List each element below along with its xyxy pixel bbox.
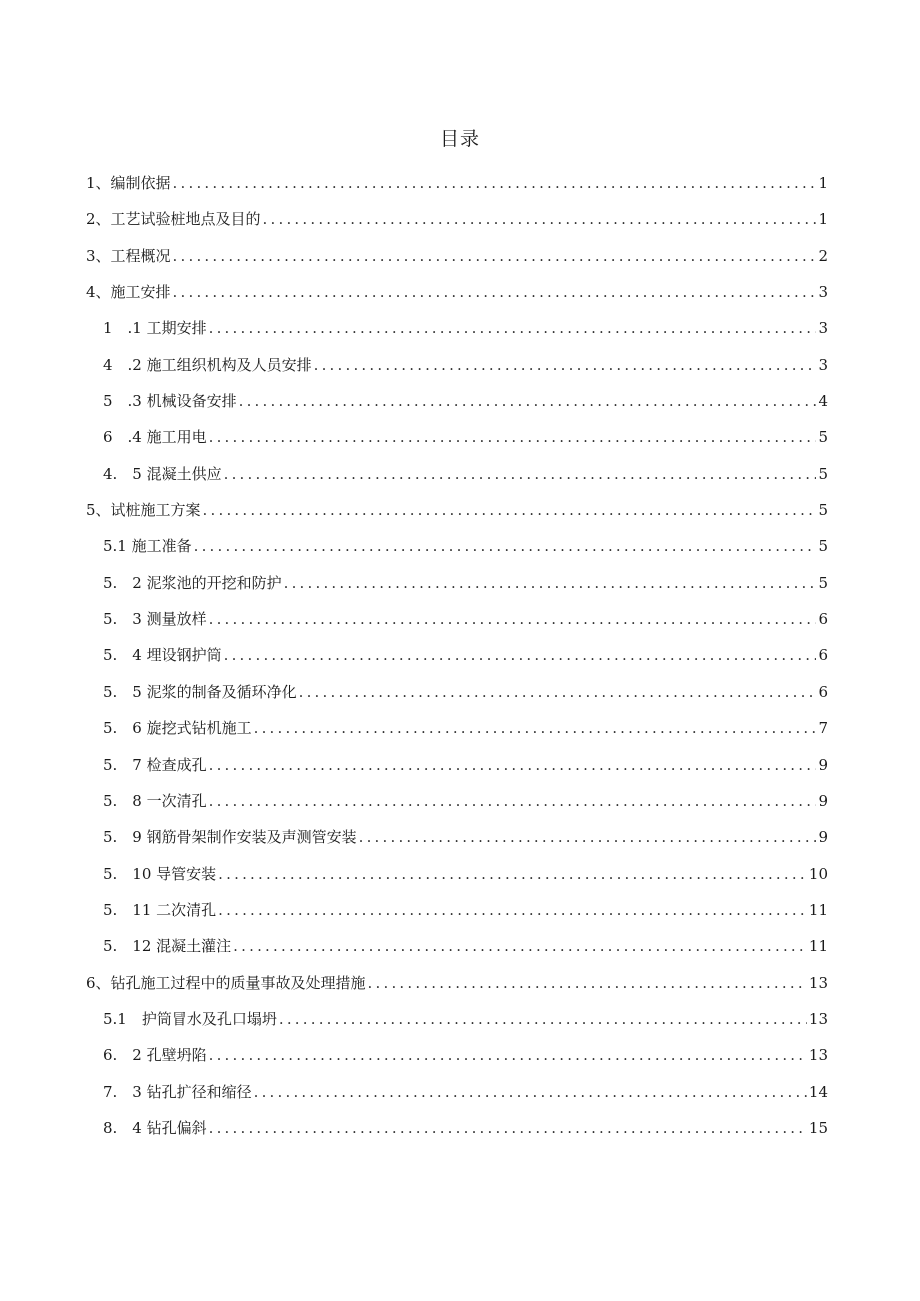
toc-entry-label: 4、施工安排 — [86, 283, 171, 302]
toc-entry-page: 6 — [818, 610, 828, 629]
toc-entry-label: 6. 2 孔壁坍陷 — [103, 1046, 207, 1065]
toc-entry-page: 3 — [818, 283, 828, 302]
toc-dot-leader — [218, 865, 807, 883]
toc-entry-page: 5 — [818, 537, 828, 556]
toc-entry-label: 6 .4 施工用电 — [103, 428, 207, 447]
toc-dot-leader — [173, 174, 817, 192]
toc-entry-page: 9 — [818, 791, 828, 810]
toc-entry-page: 5 — [818, 428, 828, 447]
toc-entry-label: 5. 7 检查成孔 — [103, 755, 207, 774]
toc-entry-label: 5、试桩施工方案 — [86, 501, 201, 520]
toc-entry-page: 13 — [808, 973, 828, 992]
toc-entry[interactable] — [86, 1008, 828, 1044]
toc-dot-leader — [209, 428, 817, 446]
toc-entry-label: 5. 5 泥浆的制备及循环净化 — [103, 682, 297, 701]
toc-entry-label: 5. 9 钢筋骨架制作安装及声测管安装 — [103, 828, 357, 847]
toc-entry[interactable] — [86, 281, 828, 317]
toc-entry-label: 5. 12 混凝土灌注 — [103, 937, 232, 956]
toc-entry[interactable] — [86, 1044, 828, 1080]
toc-dot-leader — [239, 392, 817, 410]
toc-entry-label: 6、钻孔施工过程中的质量事故及处理措施 — [86, 973, 366, 992]
toc-entry-label: 2、工艺试验桩地点及目的 — [86, 210, 261, 229]
toc-entry[interactable] — [86, 826, 828, 862]
toc-dot-leader — [173, 283, 817, 301]
toc-entry-page: 5 — [818, 501, 828, 520]
toc-entry[interactable] — [86, 1081, 828, 1117]
toc-dot-leader — [209, 319, 817, 337]
toc-dot-leader — [224, 646, 817, 664]
toc-entry-label: 5. 4 埋设钢护筒 — [103, 646, 222, 665]
toc-entry[interactable] — [86, 1117, 828, 1153]
toc-entry[interactable] — [86, 717, 828, 753]
toc-dot-leader — [299, 683, 817, 701]
toc-entry[interactable] — [86, 390, 828, 426]
toc-dot-leader — [203, 501, 817, 519]
toc-entry-label: 5. 11 二次清孔 — [103, 900, 217, 919]
table-of-contents — [86, 172, 828, 1153]
toc-entry-page: 3 — [818, 355, 828, 374]
toc-dot-leader — [194, 537, 817, 555]
toc-entry-label: 3、工程概况 — [86, 246, 171, 265]
toc-entry-label: 5. 3 测量放样 — [103, 610, 207, 629]
toc-entry[interactable] — [86, 208, 828, 244]
toc-entry-label: 5. 8 一次清孔 — [103, 791, 207, 810]
toc-entry-page: 9 — [818, 828, 828, 847]
toc-entry-page: 6 — [818, 646, 828, 665]
toc-entry-label: 8. 4 钻孔偏斜 — [103, 1118, 207, 1137]
toc-entry[interactable] — [86, 499, 828, 535]
toc-entry-page: 6 — [818, 682, 828, 701]
toc-entry-page: 11 — [808, 937, 828, 956]
toc-dot-leader — [209, 792, 817, 810]
toc-entry-page: 13 — [808, 1009, 828, 1028]
toc-entry[interactable] — [86, 935, 828, 971]
toc-entry-label: 5.1 施工准备 — [103, 537, 192, 556]
toc-entry-label: 5 .3 机械设备安排 — [103, 392, 237, 411]
toc-dot-leader — [254, 1083, 807, 1101]
toc-entry-page: 1 — [818, 210, 828, 229]
toc-entry-page: 7 — [818, 719, 828, 738]
toc-dot-leader — [224, 465, 817, 483]
toc-dot-leader — [218, 901, 807, 919]
toc-dot-leader — [254, 719, 817, 737]
toc-entry-label: 1、编制依据 — [86, 174, 171, 192]
toc-entry[interactable] — [86, 172, 828, 208]
toc-entry[interactable] — [86, 972, 828, 1008]
toc-dot-leader — [209, 1046, 807, 1064]
toc-entry[interactable] — [86, 317, 828, 353]
toc-entry[interactable] — [86, 899, 828, 935]
toc-dot-leader — [279, 1010, 807, 1028]
toc-entry-label: 5. 6 旋挖式钻机施工 — [103, 719, 252, 738]
toc-entry[interactable] — [86, 608, 828, 644]
toc-dot-leader — [209, 610, 817, 628]
toc-entry-page: 5 — [818, 573, 828, 592]
toc-entry[interactable] — [86, 754, 828, 790]
toc-dot-leader — [173, 247, 817, 265]
toc-dot-leader — [359, 828, 817, 846]
page-title: 目录 — [439, 128, 480, 150]
toc-entry-label: 1 .1 工期安排 — [103, 319, 207, 338]
toc-dot-leader — [209, 756, 817, 774]
toc-entry[interactable] — [86, 354, 828, 390]
toc-dot-leader — [209, 1119, 807, 1137]
toc-entry[interactable] — [86, 463, 828, 499]
toc-dot-leader — [233, 937, 807, 955]
toc-entry[interactable] — [86, 572, 828, 608]
toc-entry-page: 1 — [818, 174, 828, 192]
toc-dot-leader — [368, 974, 807, 992]
toc-entry-page: 14 — [808, 1082, 828, 1101]
toc-entry[interactable] — [86, 863, 828, 899]
toc-entry-label: 5.1 护筒冒水及孔口塌坍 — [103, 1009, 277, 1028]
toc-entry-page: 13 — [808, 1046, 828, 1065]
toc-entry[interactable] — [86, 535, 828, 571]
toc-entry-page: 9 — [818, 755, 828, 774]
toc-dot-leader — [314, 356, 817, 374]
toc-entry-label: 5. 10 导管安装 — [103, 864, 217, 883]
toc-entry[interactable] — [86, 790, 828, 826]
toc-entry-page: 4 — [818, 392, 828, 411]
toc-entry-label: 7. 3 钻孔扩径和缩径 — [103, 1082, 252, 1101]
toc-dot-leader — [284, 574, 817, 592]
toc-entry[interactable] — [86, 426, 828, 462]
toc-entry[interactable] — [86, 644, 828, 680]
toc-entry-page: 15 — [808, 1118, 828, 1137]
toc-entry[interactable] — [86, 681, 828, 717]
toc-entry-page: 5 — [818, 464, 828, 483]
toc-dot-leader — [263, 210, 817, 228]
toc-entry-page: 3 — [818, 319, 828, 338]
toc-entry-page: 10 — [808, 864, 828, 883]
toc-entry-label: 4 .2 施工组织机构及人员安排 — [103, 355, 312, 374]
toc-entry-label: 5. 2 泥浆池的开挖和防护 — [103, 573, 282, 592]
toc-entry-label: 4. 5 混凝土供应 — [103, 464, 222, 483]
toc-entry[interactable] — [86, 245, 828, 281]
toc-entry-page: 11 — [808, 900, 828, 919]
toc-entry-page: 2 — [818, 246, 828, 265]
